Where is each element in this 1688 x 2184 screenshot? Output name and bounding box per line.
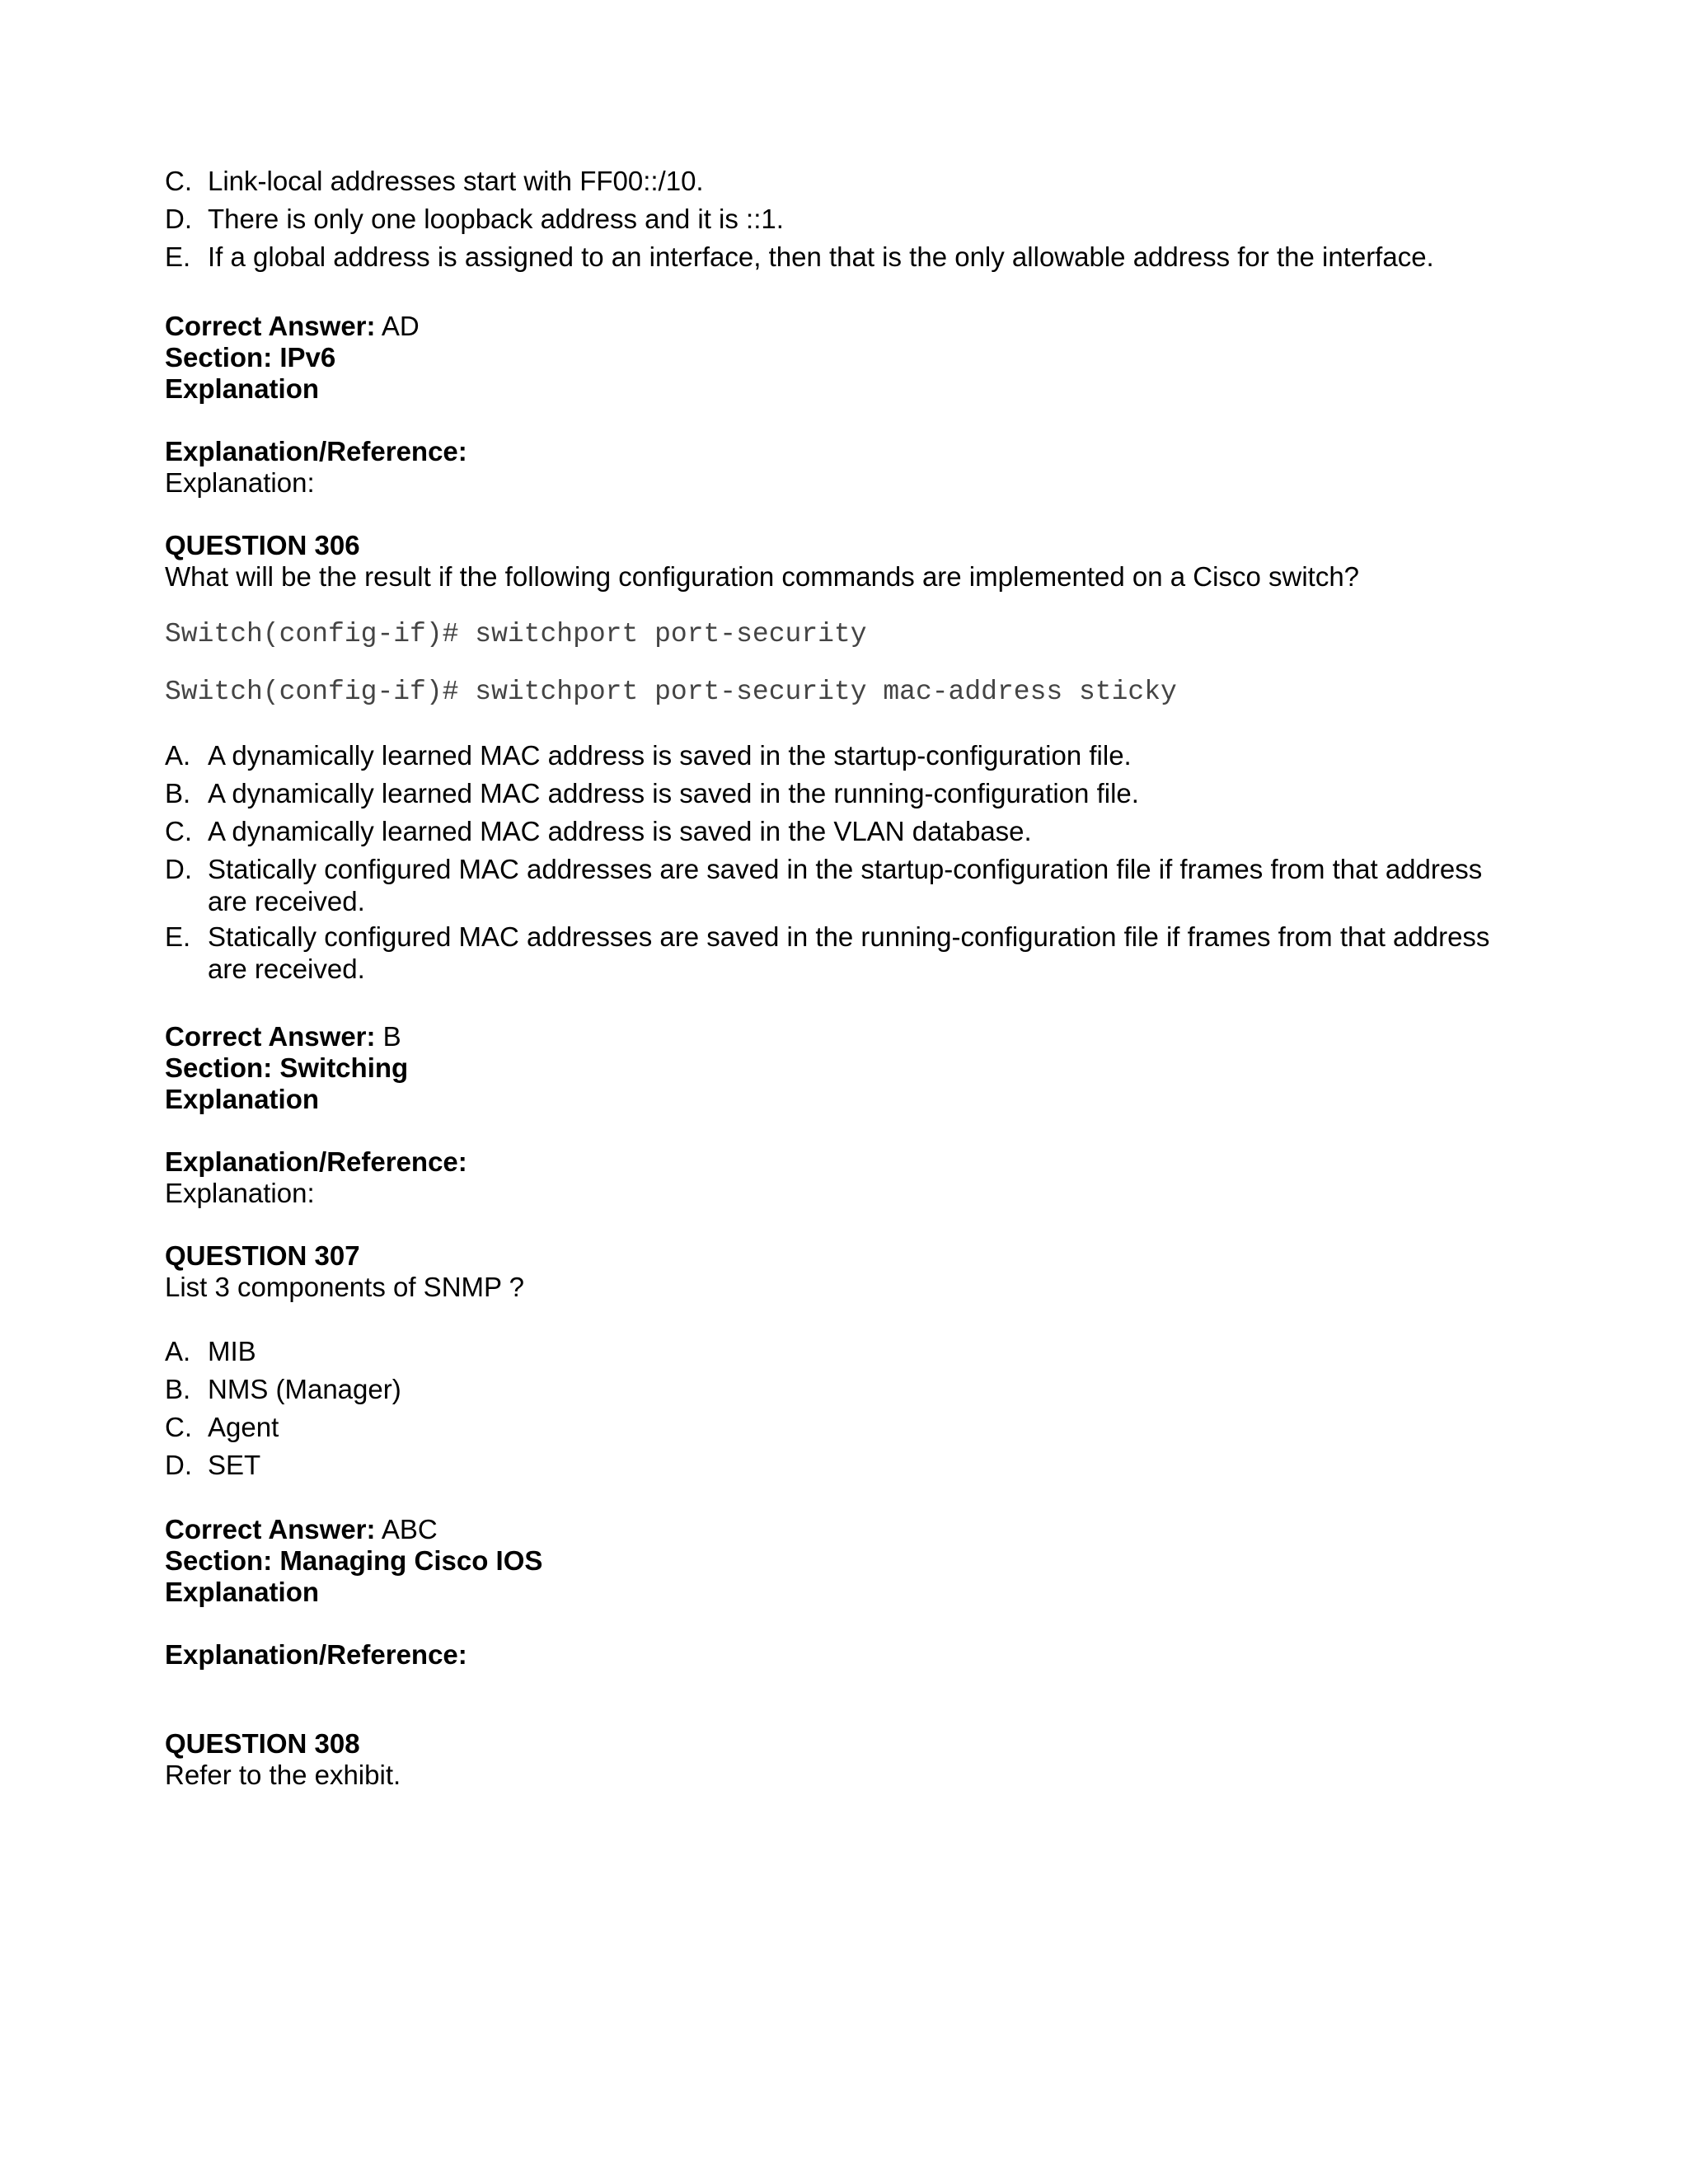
option-text: SET <box>208 1450 261 1480</box>
option-text: Agent <box>208 1412 279 1442</box>
q306-option-b <box>165 777 1517 815</box>
q307-title: QUESTION 307 <box>165 1240 360 1271</box>
q305-explanation-heading: Explanation <box>165 373 320 404</box>
correct-answer-value: AD <box>375 311 420 341</box>
q306-title: QUESTION 306 <box>165 530 360 560</box>
option-text: If a global address is assigned to an interface, then that is the only allowable address for the interface. <box>208 241 1434 272</box>
option-letter: E. <box>165 241 191 272</box>
option-letter: A. <box>165 1336 191 1366</box>
q307-explanation-reference-label: Explanation/Reference: <box>165 1639 467 1670</box>
q307-option-b <box>165 1373 1517 1411</box>
q306-option-c <box>165 815 1517 853</box>
option-letter: A. <box>165 740 191 771</box>
q306-explanation-reference-label: Explanation/Reference: <box>165 1146 467 1177</box>
correct-answer-value: ABC <box>375 1514 438 1544</box>
q305-explanation-reference-label: Explanation/Reference: <box>165 436 467 466</box>
option-letter: C. <box>165 1412 192 1442</box>
q307-option-a <box>165 1335 1517 1373</box>
q306-code-line-1: Switch(config-if)# switchport port-security <box>165 619 867 649</box>
q306-option-d <box>165 853 1517 921</box>
option-text: A dynamically learned MAC address is saved in the startup-configuration file. <box>208 740 1132 771</box>
option-letter: D. <box>165 204 192 234</box>
option-text: MIB <box>208 1336 256 1366</box>
correct-answer-label: Correct Answer: <box>165 1021 376 1052</box>
option-letter: B. <box>165 778 191 808</box>
q306-correct-answer <box>165 1020 1517 1052</box>
q306-explanation-heading: Explanation <box>165 1084 320 1114</box>
option-letter: C. <box>165 816 192 846</box>
q306-explanation-text: Explanation: <box>165 1178 315 1208</box>
option-text: Statically configured MAC addresses are saved in the running-configuration file if frames from that address are received. <box>208 921 1490 984</box>
option-text: There is only one loopback address and it is ::1. <box>208 204 784 234</box>
option-letter: D. <box>165 1450 192 1480</box>
correct-answer-label: Correct Answer: <box>165 311 376 341</box>
q306-option-e <box>165 921 1517 985</box>
option-text: Link-local addresses start with FF00::/10. <box>208 166 704 196</box>
q305-option-e <box>165 241 1517 273</box>
q305-section: Section: IPv6 <box>165 342 336 373</box>
q307-explanation-heading: Explanation <box>165 1577 320 1607</box>
option-letter: C. <box>165 166 192 196</box>
q305-option-list <box>165 165 1517 273</box>
option-text: A dynamically learned MAC address is saved in the running-configuration file. <box>208 778 1139 808</box>
q306-prompt: What will be the result if the following configuration commands are implemented on a Cisco switch? <box>165 561 1360 592</box>
q308-title: QUESTION 308 <box>165 1728 360 1759</box>
option-letter: D. <box>165 854 192 884</box>
q305-option-c <box>165 165 1517 203</box>
option-text: A dynamically learned MAC address is saved in the VLAN database. <box>208 816 1032 846</box>
q306-option-list <box>165 739 1517 985</box>
q307-prompt: List 3 components of SNMP ? <box>165 1272 524 1302</box>
option-text: Statically configured MAC addresses are saved in the startup-configuration file if frames from that address are received. <box>208 854 1483 916</box>
q307-section: Section: Managing Cisco IOS <box>165 1545 543 1576</box>
q307-option-list <box>165 1335 1517 1481</box>
q305-correct-answer <box>165 310 1517 342</box>
correct-answer-value: B <box>375 1021 401 1052</box>
correct-answer-label: Correct Answer: <box>165 1514 376 1544</box>
q307-correct-answer <box>165 1513 1517 1545</box>
q307-option-c <box>165 1411 1517 1449</box>
option-letter: E. <box>165 921 191 952</box>
option-letter: B. <box>165 1374 191 1404</box>
q307-option-d <box>165 1449 1517 1481</box>
q305-option-d <box>165 203 1517 241</box>
q305-explanation-text: Explanation: <box>165 467 315 498</box>
q306-section: Section: Switching <box>165 1052 409 1083</box>
q306-code-line-2: Switch(config-if)# switchport port-security mac-address sticky <box>165 677 1177 707</box>
option-text: NMS (Manager) <box>208 1374 401 1404</box>
q306-option-a <box>165 739 1517 777</box>
q308-prompt: Refer to the exhibit. <box>165 1760 401 1790</box>
